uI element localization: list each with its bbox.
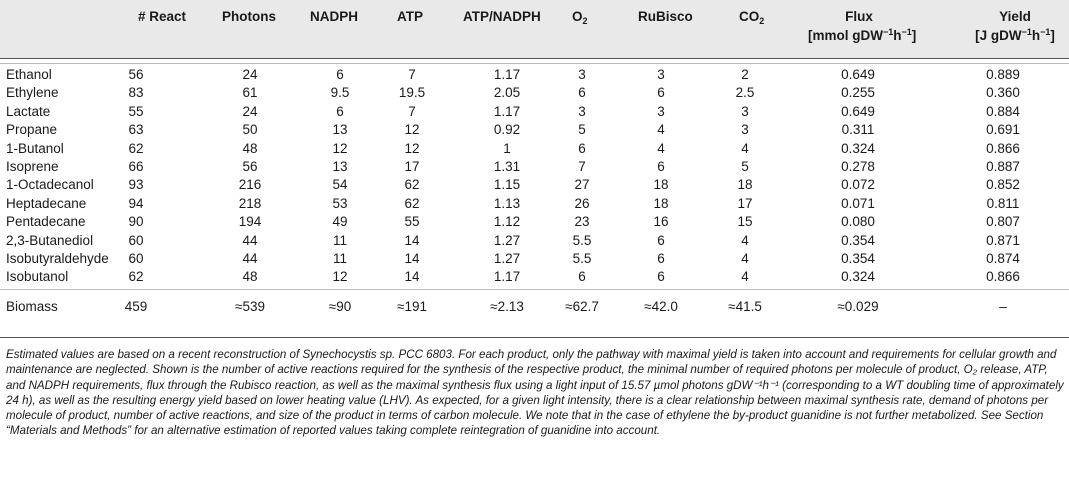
cell-flux: 0.080 [841, 214, 875, 230]
header-react: # React [138, 9, 187, 24]
cell-o2: 6 [578, 85, 586, 101]
cell-atp-nadph: 1.13 [493, 195, 521, 211]
cell-product: Ethylene [6, 85, 59, 101]
cell-rubisco: 6 [657, 250, 665, 266]
cell-product: Ethanol [6, 67, 52, 82]
cell-co2: 2.5 [735, 85, 755, 101]
cell-o2: 6 [578, 140, 586, 156]
cell-co2: 3 [741, 103, 749, 119]
cell-yield: 0.889 [986, 67, 1020, 82]
cell-nadph: 13 [332, 122, 348, 138]
table-row [0, 158, 1069, 176]
table-row [0, 232, 1069, 250]
cell-react: 62 [128, 140, 144, 156]
table-bottom-rule [0, 337, 1069, 338]
cell-yield: 0.360 [986, 85, 1020, 101]
header-atp: ATP [397, 9, 423, 24]
cell-nadph: ≈90 [328, 299, 352, 314]
cell-co2: 18 [737, 177, 753, 193]
cell-nadph: 53 [332, 195, 348, 211]
header-nadph: NADPH [310, 9, 359, 24]
cell-atp: 12 [404, 122, 420, 138]
cell-flux: 0.071 [841, 195, 875, 211]
cell-rubisco: 4 [657, 140, 665, 156]
cell-atp: 62 [404, 195, 420, 211]
cell-nadph: 12 [332, 269, 348, 285]
cell-atp: 14 [404, 250, 420, 266]
cell-co2: 17 [737, 195, 753, 211]
table-row [0, 103, 1069, 121]
cell-flux: 0.324 [841, 269, 875, 285]
cell-flux: ≈0.029 [837, 299, 879, 314]
cell-rubisco: 4 [657, 122, 665, 138]
cell-o2: 5.5 [572, 232, 592, 248]
cell-atp-nadph: 1.12 [493, 214, 521, 230]
cell-atp-nadph: 1.27 [493, 232, 521, 248]
cell-photons: 48 [242, 140, 258, 156]
cell-co2: 4 [741, 269, 749, 285]
cell-product: Propane [6, 122, 58, 138]
cell-flux: 0.278 [841, 158, 875, 174]
cell-atp: 12 [404, 140, 420, 156]
cell-flux: 0.354 [841, 232, 875, 248]
cell-rubisco: 6 [657, 269, 665, 285]
table-row [0, 140, 1069, 158]
cell-atp: ≈191 [397, 299, 427, 314]
table-row-biomass [0, 298, 1069, 316]
cell-photons: 24 [242, 103, 258, 119]
row-divider [0, 289, 1069, 290]
footnote-text: Estimated values are based on a recent reconstruction of Synechocystis sp. PCC 6803. For each product, only the pathway with maximal yield is taken into account and requirements for cellular growth and maintenance are neglected. Shown is the number of active reactions required for the synthesis of the respective product, the minimal number of required photons per molecule of product, O₂ release, ATP, and NADPH requirements, flux through the Rubisco reaction, as well as the maximal synthesis flux using a light input of 15.57 µmol photons gDW⁻¹h⁻¹ (corresponding to a WT doubling time of approximately 24 h), as well as the resulting energy yield based on lower heating value (LHV). As expected, for a given light intensity, there is a clear relationship between maximal synthesis rate, demand of photons per molecule of product, number of active reactions, and size of the product in terms of carbon molecule. We note that in the case of ethylene the by-product guanidine is not further metabolized. See Section “Materials and Methods” for an alternative estimation of reported values taking complete reintegration of guanidine into account. [6, 348, 1064, 438]
cell-rubisco: 6 [657, 158, 665, 174]
cell-atp-nadph: ≈2.13 [490, 299, 524, 314]
cell-rubisco: 6 [657, 232, 665, 248]
cell-photons: 44 [242, 232, 258, 248]
cell-product: 1-Butanol [6, 140, 64, 156]
cell-co2: 5 [741, 158, 749, 174]
cell-rubisco: 3 [657, 103, 665, 119]
cell-yield: 0.691 [986, 122, 1020, 138]
cell-co2: 4 [741, 232, 749, 248]
cell-photons: 24 [242, 67, 258, 82]
cell-nadph: 13 [332, 158, 348, 174]
cell-atp-nadph: 1.15 [493, 177, 521, 193]
header-rubisco: RuBisco [638, 9, 693, 24]
cell-photons: ≈539 [235, 299, 265, 314]
cell-rubisco: 3 [657, 67, 665, 82]
cell-yield: 0.871 [986, 232, 1020, 248]
cell-react: 55 [128, 103, 144, 119]
cell-react: 63 [128, 122, 144, 138]
cell-atp: 14 [404, 232, 420, 248]
header-yield: Yield [J $gDW^{-1}h^{-1}$] [975, 9, 1055, 43]
cell-yield: 0.807 [986, 214, 1020, 230]
cell-nadph: 12 [332, 140, 348, 156]
cell-co2: ≈41.5 [728, 299, 762, 314]
cell-react: 90 [128, 214, 144, 230]
cell-product: Isoprene [6, 158, 59, 174]
table-row [0, 176, 1069, 194]
cell-nadph: 11 [332, 250, 347, 266]
cell-atp-nadph: 2.05 [493, 85, 521, 101]
cell-o2: 5.5 [572, 250, 592, 266]
cell-react: 62 [128, 269, 144, 285]
table-row [0, 250, 1069, 268]
cell-atp-nadph: 1.17 [493, 103, 521, 119]
cell-nadph: 6 [336, 103, 344, 119]
cell-flux: 0.255 [841, 85, 875, 101]
cell-atp-nadph: 1 [503, 140, 511, 156]
cell-photons: 48 [242, 269, 258, 285]
cell-co2: 15 [737, 214, 753, 230]
table-row [0, 84, 1069, 102]
cell-flux: 0.324 [841, 140, 875, 156]
cell-atp: 55 [404, 214, 420, 230]
cell-nadph: 11 [332, 232, 347, 248]
cell-yield: – [999, 299, 1007, 314]
cell-nadph: 54 [332, 177, 348, 193]
cell-flux: 0.072 [841, 177, 875, 193]
cell-o2: 3 [578, 67, 586, 82]
cell-photons: 61 [242, 85, 258, 101]
header-atp-nadph: ATP/NADPH [463, 9, 541, 24]
cell-o2: 26 [574, 195, 590, 211]
cell-rubisco: 18 [653, 177, 669, 193]
cell-yield: 0.887 [986, 158, 1020, 174]
table-footnote [6, 347, 1064, 439]
cell-nadph: 6 [336, 67, 344, 82]
cell-atp-nadph: 1.27 [493, 250, 521, 266]
cell-product: Biomass [6, 299, 58, 314]
cell-product: Heptadecane [6, 195, 87, 211]
table-header [0, 0, 1069, 59]
cell-co2: 4 [741, 250, 749, 266]
cell-react: 56 [128, 67, 144, 82]
row-divider [0, 63, 1069, 64]
cell-react: 93 [128, 177, 144, 193]
cell-flux: 0.649 [841, 67, 875, 82]
cell-atp: 17 [404, 158, 420, 174]
cell-rubisco: 16 [653, 214, 669, 230]
cell-rubisco: 6 [657, 85, 665, 101]
cell-photons: 216 [238, 177, 262, 193]
cell-photons: 194 [238, 214, 262, 230]
cell-product: 2,3-Butanediol [6, 232, 94, 248]
cell-yield: 0.811 [986, 195, 1020, 211]
cell-photons: 56 [242, 158, 258, 174]
cell-o2: ≈62.7 [565, 299, 599, 314]
header-o2: $O_2$ [572, 9, 588, 26]
cell-yield: 0.874 [986, 250, 1020, 266]
table-row [0, 213, 1069, 231]
cell-rubisco: ≈42.0 [644, 299, 678, 314]
cell-photons: 50 [242, 122, 258, 138]
table-row [0, 195, 1069, 213]
cell-co2: 3 [741, 122, 749, 138]
cell-react: 60 [128, 232, 144, 248]
cell-atp: 7 [408, 103, 416, 119]
table-row [0, 268, 1069, 286]
cell-atp-nadph: 1.17 [493, 67, 521, 82]
cell-flux: 0.649 [841, 103, 875, 119]
cell-atp: 14 [404, 269, 420, 285]
cell-atp: 7 [408, 67, 416, 82]
table-row [0, 121, 1069, 139]
header-flux: Flux [mmol $gDW^{-1}h^{-1}$] [808, 9, 917, 43]
table-row [0, 66, 1069, 84]
cell-react: 83 [128, 85, 144, 101]
cell-product: Isobutanol [6, 269, 69, 285]
cell-co2: 2 [741, 67, 749, 82]
cell-product: Lactate [6, 103, 51, 119]
cell-flux: 0.311 [841, 122, 875, 138]
cell-yield: 0.866 [986, 140, 1020, 156]
cell-o2: 5 [578, 122, 586, 138]
cell-rubisco: 18 [653, 195, 669, 211]
cell-nadph: 49 [332, 214, 348, 230]
cell-atp-nadph: 1.17 [493, 269, 521, 285]
cell-react: 66 [128, 158, 144, 174]
cell-atp-nadph: 0.92 [493, 122, 521, 138]
cell-o2: 23 [574, 214, 590, 230]
cell-atp: 62 [404, 177, 420, 193]
cell-react: 94 [128, 195, 144, 211]
cell-atp: 19.5 [398, 85, 426, 101]
cell-photons: 44 [242, 250, 258, 266]
header-co2: $CO_2$ [739, 9, 765, 26]
cell-product: Isobutyraldehyde [6, 250, 109, 266]
cell-yield: 0.866 [986, 269, 1020, 285]
cell-o2: 6 [578, 269, 586, 285]
cell-yield: 0.852 [986, 177, 1020, 193]
cell-co2: 4 [741, 140, 749, 156]
cell-o2: 3 [578, 103, 586, 119]
cell-yield: 0.884 [986, 103, 1020, 119]
table-body [0, 66, 1069, 287]
cell-product: Pentadecane [6, 214, 86, 230]
cell-atp-nadph: 1.31 [493, 158, 521, 174]
cell-nadph: 9.5 [330, 85, 350, 101]
cell-react: 60 [128, 250, 144, 266]
cell-react: 459 [124, 299, 148, 314]
cell-flux: 0.354 [841, 250, 875, 266]
header-photons: Photons [222, 9, 276, 24]
cell-product: 1-Octadecanol [6, 177, 94, 193]
cell-o2: 7 [578, 158, 586, 174]
cell-photons: 218 [238, 195, 262, 211]
cell-o2: 27 [574, 177, 590, 193]
